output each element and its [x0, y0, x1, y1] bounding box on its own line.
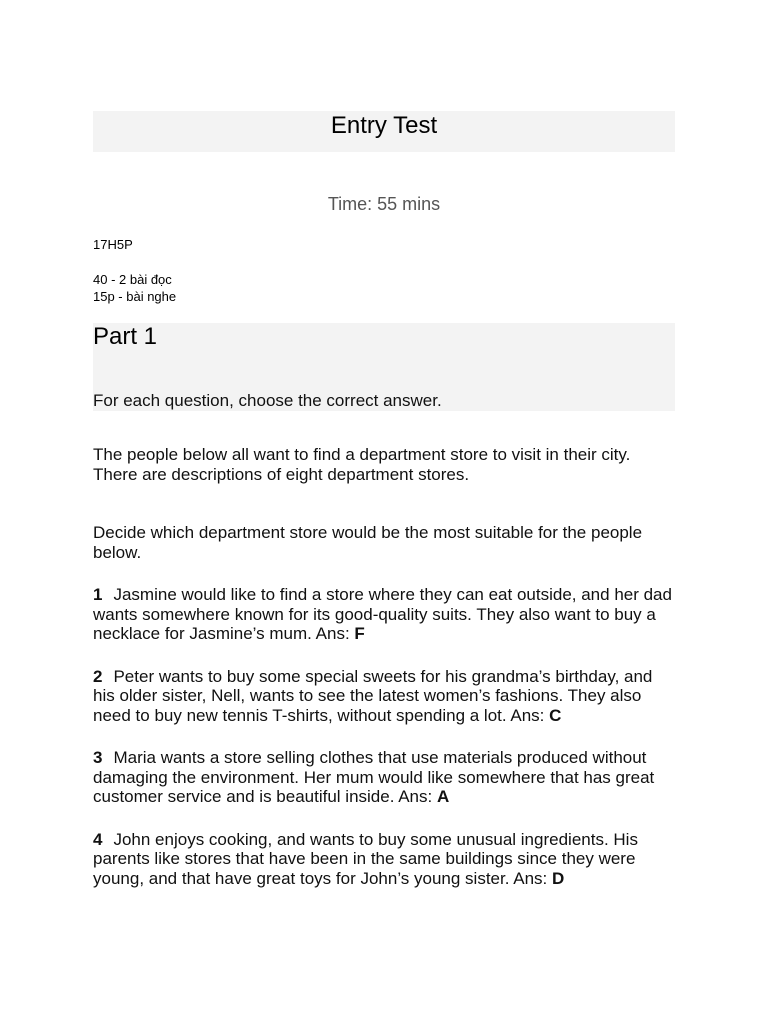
question-answer: C — [549, 705, 562, 725]
question-number: 1 — [93, 585, 103, 604]
test-code: 17H5P — [93, 237, 133, 252]
question-text: John enjoys cooking, and wants to buy some unusual ingredients. His parents like stores that have been in the same buildings since they were young, and that have great toys for John’s young sister. Ans: — [93, 829, 638, 888]
question-text: Peter wants to buy some special sweets for his grandma’s birthday, and his older sister, Nell, wants to see the latest women’s fashions. They also need to buy new tennis T-shirts, without spending a lot. Ans: — [93, 666, 653, 725]
note-reading: 40 - 2 bài đọc — [93, 272, 172, 287]
part-header — [93, 323, 675, 411]
question-number: 4 — [93, 829, 103, 849]
question-text: Jasmine would like to find a store where they can eat outside, and her dad wants somewhere known for its good-quality suits. They also want to buy a necklace for Jasmine’s mum. Ans: — [93, 585, 672, 643]
question-item — [93, 830, 675, 889]
intro-paragraph: The people below all want to find a department store to visit in their city. There are descriptions of eight department stores. — [93, 445, 631, 484]
note-listening: 15p - bài nghe — [93, 289, 177, 304]
question-answer: F — [354, 624, 365, 643]
time-limit: Time: 55 mins — [327, 194, 441, 214]
title-bar — [93, 111, 675, 152]
task-paragraph: Decide which department store would be the most suitable for the people below. — [93, 523, 643, 562]
part-instruction: For each question, choose the correct answer. — [93, 391, 442, 410]
question-number: 2 — [93, 666, 103, 686]
part-title: Part 1 — [93, 323, 158, 350]
question-list — [93, 585, 675, 888]
question-answer: A — [436, 787, 450, 806]
page-title: Entry Test — [330, 112, 438, 139]
question-answer: D — [551, 868, 565, 888]
document-page — [93, 111, 675, 888]
question-text: Maria wants a store selling clothes that use materials produced without damaging the environment. Her mum would like somewhere that has great customer service and is beautiful inside. Ans: — [93, 748, 655, 806]
test-notes — [93, 271, 675, 305]
question-item — [93, 667, 675, 726]
question-item — [93, 585, 675, 644]
question-number: 3 — [93, 748, 103, 767]
question-item — [93, 748, 675, 807]
